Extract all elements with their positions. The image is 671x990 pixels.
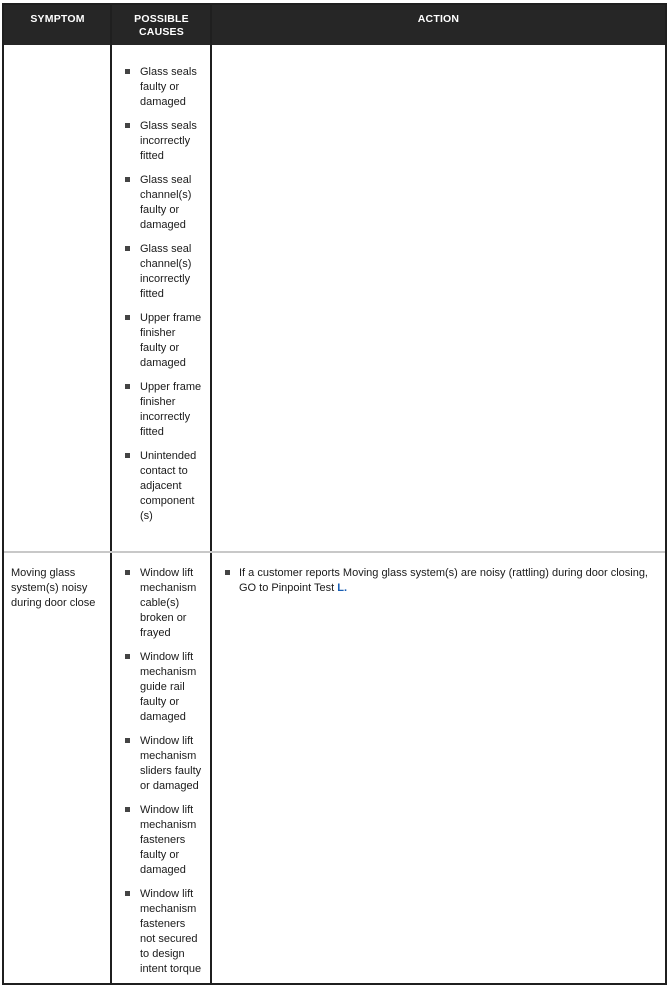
list-item [122, 650, 208, 725]
list-item [122, 734, 208, 794]
header-possible-causes: POSSIBLE CAUSES [134, 13, 189, 38]
cause-text: Window lift mechanism fasteners faulty or damaged [140, 804, 197, 876]
square-bullet-icon [125, 891, 130, 896]
list-item [122, 242, 208, 302]
table-header [4, 5, 665, 45]
square-bullet-icon [125, 654, 130, 659]
square-bullet-icon [125, 738, 130, 743]
cause-text: Window lift mechanism sliders faulty or damaged [140, 735, 202, 792]
square-bullet-icon [125, 177, 130, 182]
cause-text: Unintended contact to adjacent component (s) [140, 450, 197, 522]
cause-text: Window lift mechanism guide rail faulty or damaged [140, 651, 197, 723]
square-bullet-icon [125, 453, 130, 458]
square-bullet-icon [125, 123, 130, 128]
cause-text: Window lift mechanism cable(s) broken or frayed [140, 567, 197, 639]
cause-text: Window lift mechanism fasteners not secured to design intent torque [140, 888, 202, 975]
cause-text: Glass seals faulty or damaged [140, 66, 197, 108]
square-bullet-icon [125, 570, 130, 575]
list-item [122, 887, 208, 977]
square-bullet-icon [125, 315, 130, 320]
cause-text: Glass seal channel(s) incorrectly fitted [140, 243, 192, 300]
list-item [122, 380, 208, 440]
list-item [122, 65, 208, 110]
list-item [122, 449, 208, 524]
cause-text: Glass seal channel(s) faulty or damaged [140, 174, 192, 231]
table-row [4, 553, 665, 983]
action-cell [222, 566, 652, 596]
square-bullet-icon [125, 246, 130, 251]
causes-list [122, 65, 208, 533]
square-bullet-icon [125, 384, 130, 389]
square-bullet-icon [225, 570, 230, 575]
square-bullet-icon [125, 69, 130, 74]
header-action: ACTION [417, 13, 460, 25]
diagnostic-table [2, 3, 667, 985]
square-bullet-icon [125, 807, 130, 812]
cause-text: Upper frame finisher faulty or damaged [140, 312, 202, 369]
list-item [122, 173, 208, 233]
symptom-cell: Moving glass system(s) noisy during door close [11, 567, 96, 609]
list-item [122, 119, 208, 164]
list-item [122, 803, 208, 878]
header-symptom: SYMPTOM [30, 13, 85, 25]
list-item [122, 311, 208, 371]
causes-list [122, 566, 208, 986]
action-text: If a customer reports Moving glass system(s) are noisy (rattling) during door closing, GO to Pinpoint Test [239, 567, 648, 594]
list-item [122, 566, 208, 641]
action-item [222, 566, 652, 596]
pinpoint-test-link[interactable]: L. [337, 582, 348, 594]
cause-text: Glass seals incorrectly fitted [140, 120, 197, 162]
table-row [4, 45, 665, 551]
cause-text: Upper frame finisher incorrectly fitted [140, 381, 202, 438]
